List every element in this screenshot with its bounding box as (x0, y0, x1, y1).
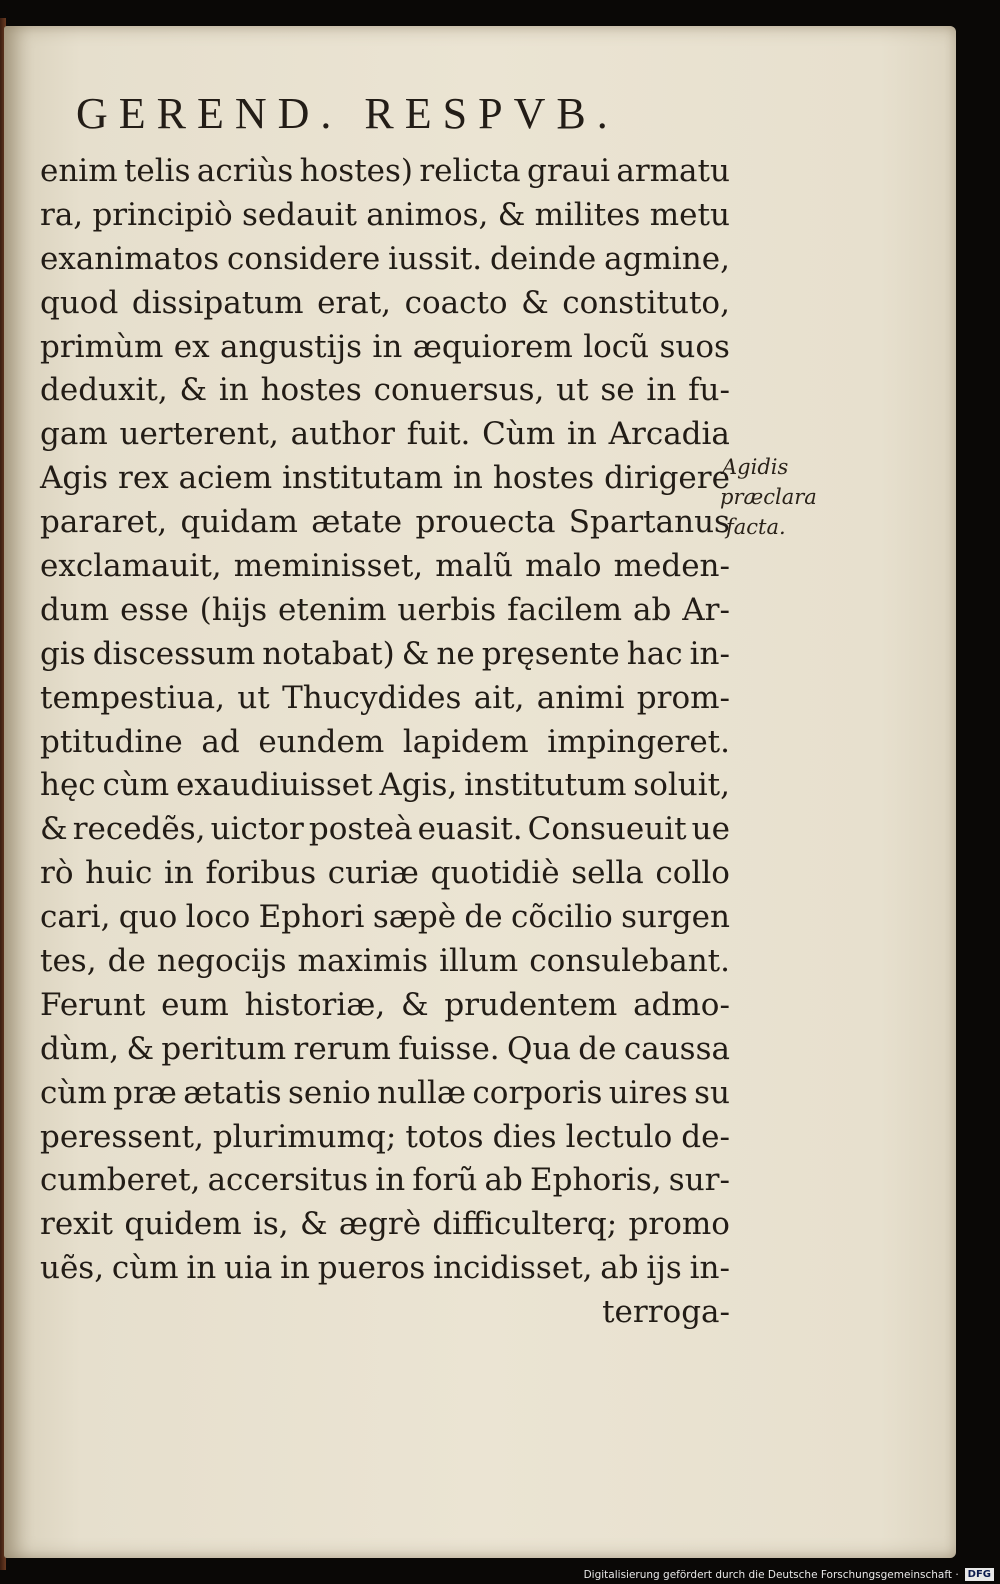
word: Ferunt (40, 986, 146, 1023)
word: ue (691, 811, 730, 848)
word: malo (525, 548, 602, 585)
word: uẽs, (40, 1250, 105, 1287)
word: ptitudine (40, 723, 183, 760)
word: in (646, 372, 677, 409)
word: exclamauit, (40, 548, 222, 585)
text-line (40, 501, 730, 545)
word: rex (118, 460, 169, 497)
word: iussit. (388, 240, 483, 277)
word: relicta (419, 153, 521, 189)
word: conuersus, (373, 372, 545, 409)
word: incidisset, (433, 1250, 593, 1287)
word: & (401, 635, 430, 672)
text-line (40, 589, 730, 633)
word: forũ (412, 1162, 478, 1199)
word: cõcilio (510, 899, 613, 936)
word: malũ (435, 548, 513, 585)
word: uia (224, 1250, 273, 1287)
text-line (40, 413, 730, 457)
word: in (280, 1250, 311, 1287)
word: recedẽs, (72, 811, 206, 848)
text-line (40, 1116, 730, 1160)
text-line (40, 940, 730, 984)
word: etenim (278, 591, 387, 628)
word: impingeret. (547, 723, 730, 760)
text-line (40, 1072, 730, 1116)
word: ab (484, 1162, 523, 1199)
word: ijs (646, 1250, 682, 1287)
text-line (40, 764, 730, 808)
word: Ephoris, (530, 1162, 662, 1199)
word: suos (659, 328, 730, 365)
word: Agis, (379, 767, 458, 804)
word: fuisse. (398, 1030, 500, 1067)
word: & (497, 196, 526, 233)
word: & (179, 372, 208, 409)
text-line (40, 852, 730, 896)
word: de (464, 899, 503, 936)
word: de (578, 1030, 617, 1067)
text-line (40, 896, 730, 940)
word: nullæ (377, 1074, 467, 1111)
marginal-note (722, 452, 852, 542)
word: considere (227, 240, 381, 277)
word: hac (626, 635, 683, 672)
word: cùm (111, 1250, 179, 1287)
word: Thucydides (282, 679, 462, 716)
word: meden- (613, 548, 730, 585)
word: erat, (317, 284, 392, 321)
word: Consueuit (527, 811, 687, 848)
word: curiæ (327, 855, 419, 892)
word: consulebant. (529, 943, 730, 980)
word: Arcadia (608, 416, 730, 453)
running-head: GEREND. RESPVB. (76, 89, 619, 138)
word: quod (40, 284, 119, 321)
text-line (40, 238, 730, 282)
text-line (40, 326, 730, 370)
text-line (40, 677, 730, 721)
word: corporis (472, 1074, 603, 1111)
word: milites (534, 196, 641, 233)
word: (hijs (199, 591, 268, 628)
word: acriùs (196, 153, 294, 189)
word: ætatis (183, 1074, 282, 1111)
word: gam (40, 416, 108, 453)
word: in (375, 1162, 406, 1199)
text-line (40, 721, 730, 765)
word: exanimatos (40, 240, 220, 277)
word: de- (681, 1118, 730, 1155)
word: difficulterq; (432, 1206, 618, 1243)
text-line (40, 545, 730, 589)
word: lapidem (402, 723, 529, 760)
word: peressent, (40, 1118, 204, 1155)
word: admo- (633, 986, 730, 1023)
word: sur- (668, 1162, 730, 1199)
word: de (107, 943, 146, 980)
text-line (40, 194, 730, 238)
text-line (40, 984, 730, 1028)
word: prouecta (415, 504, 556, 541)
word: hęc (40, 767, 96, 804)
word: negocijs (156, 943, 287, 980)
word: in (163, 855, 194, 892)
marginal-note-line: facta. (726, 515, 786, 539)
word: pręsente (481, 635, 620, 672)
text-line (40, 808, 730, 852)
word: hostes (492, 460, 595, 497)
word: caussa (623, 1030, 730, 1067)
word: plurimumq; (212, 1118, 397, 1155)
word: quidam (180, 504, 298, 541)
word: enim (40, 153, 118, 189)
word: collo (655, 855, 730, 892)
word: in (218, 372, 249, 409)
word: dies (492, 1118, 557, 1155)
word: Spartanus (568, 504, 730, 541)
word: constituto, (562, 284, 730, 321)
word: ex (173, 328, 210, 365)
word: ait, (473, 679, 525, 716)
text-line (40, 1203, 730, 1247)
word: & (299, 1206, 328, 1243)
word: in- (689, 1250, 730, 1287)
word: ætate (311, 504, 403, 541)
word: promo (628, 1206, 730, 1243)
word: aciem (178, 460, 273, 497)
catchword: terroga- (602, 1294, 730, 1331)
word: loco (185, 899, 251, 936)
word: sella (571, 855, 644, 892)
word: uictor (210, 811, 304, 848)
word: principiò (92, 196, 233, 233)
text-line (40, 150, 730, 194)
word: Qua (507, 1030, 571, 1067)
word: prom- (636, 679, 730, 716)
marginal-note-line: Agidis (722, 455, 789, 479)
word: hostes (260, 372, 362, 409)
word: cari, (40, 899, 111, 936)
word: fu- (688, 372, 730, 409)
word: illum (439, 943, 519, 980)
word: deduxit, (40, 372, 168, 409)
body-text (40, 150, 730, 1335)
word: meminisset, (233, 548, 424, 585)
word: institutam (282, 460, 444, 497)
word: maximis (297, 943, 429, 980)
word: huic (85, 855, 153, 892)
word: tes, (40, 943, 97, 980)
word: ad (201, 723, 240, 760)
word: uires (608, 1074, 688, 1111)
word: ut (556, 372, 589, 409)
text-line (40, 1247, 730, 1291)
word: ægrè (338, 1206, 422, 1243)
word: facilem (507, 591, 623, 628)
word: sæpè (372, 899, 457, 936)
marginal-note-line: præclara (720, 485, 817, 509)
word: in- (689, 635, 730, 672)
word: ut (237, 679, 270, 716)
word: cùm (102, 767, 170, 804)
word: cùm (40, 1074, 107, 1111)
word: armatu (616, 153, 730, 189)
word: æquiorem (412, 328, 573, 365)
word: primùm (40, 328, 164, 365)
word: agmine, (604, 240, 730, 277)
word: eundem (258, 723, 385, 760)
footer-credit-text: Digitalisierung gefördert durch die Deutsche Forschungsgemeinschaft · (583, 1568, 959, 1581)
word: hostes) (299, 153, 413, 189)
word: author (290, 416, 395, 453)
word: quotidiè (430, 855, 560, 892)
word: pueros (317, 1250, 426, 1287)
digitization-footer (584, 1568, 994, 1581)
text-line (40, 457, 730, 501)
word: graui (526, 153, 611, 189)
text-line (40, 282, 730, 326)
word: accersitus (207, 1162, 369, 1199)
word: in (453, 460, 483, 497)
word: angustijs (219, 328, 363, 365)
word: eum (161, 986, 229, 1023)
word: ne (436, 635, 475, 672)
word: pararet, (40, 504, 168, 541)
word: præ (113, 1074, 177, 1111)
word: ab (633, 591, 672, 628)
word: deinde (489, 240, 597, 277)
text-line (40, 1159, 730, 1203)
word: prudentem (444, 986, 618, 1023)
word: rerum (293, 1030, 391, 1067)
word: senio (287, 1074, 371, 1111)
word: exaudiuisset (176, 767, 373, 804)
word: uerterent, (119, 416, 279, 453)
word: ra, (40, 196, 84, 233)
dfg-logo: DFG (965, 1568, 994, 1581)
word: rò (40, 855, 74, 892)
word: foribus (205, 855, 317, 892)
word: & (126, 1030, 155, 1067)
word: in (186, 1250, 217, 1287)
word: in (566, 416, 597, 453)
word: discessum (92, 635, 256, 672)
word: rexit (40, 1206, 114, 1243)
word: Ar- (682, 591, 730, 628)
word: in (372, 328, 403, 365)
word: soluit, (633, 767, 730, 804)
word: coacto (404, 284, 508, 321)
word: dirigere (604, 460, 730, 497)
word: dum (40, 591, 110, 628)
text-line (40, 633, 730, 677)
word: dùm, (40, 1030, 120, 1067)
word: & (521, 284, 549, 321)
word: dissipatum (131, 284, 304, 321)
word: Cùm (482, 416, 556, 453)
word: posteà (308, 811, 413, 848)
word: telis (123, 153, 191, 189)
word: Agis (40, 460, 109, 497)
word: su (694, 1074, 730, 1111)
word: lectulo (565, 1118, 673, 1155)
word: animos, (366, 196, 489, 233)
word: se (600, 372, 635, 409)
word: peritum (161, 1030, 287, 1067)
word: gis (40, 635, 86, 672)
word: & (40, 811, 68, 848)
word: is, (252, 1206, 289, 1243)
word: & (400, 986, 429, 1023)
word: uerbis (397, 591, 497, 628)
word: euasit. (417, 811, 523, 848)
text-line (40, 369, 730, 413)
word: sedauit (242, 196, 357, 233)
word: ab (600, 1250, 639, 1287)
word: totos (405, 1118, 484, 1155)
word: notabat) (262, 635, 395, 672)
word: tempestiua, (40, 679, 225, 716)
word: surgen (621, 899, 730, 936)
word: metu (649, 196, 730, 233)
word: locũ (583, 328, 650, 365)
word: fuit. (406, 416, 471, 453)
word: institutum (464, 767, 627, 804)
word: Ephori (258, 899, 365, 936)
text-line (40, 1028, 730, 1072)
word: historiæ, (244, 986, 386, 1023)
word: quo (118, 899, 178, 936)
word: cumberet, (40, 1162, 201, 1199)
word: quidem (124, 1206, 242, 1243)
word: animi (536, 679, 625, 716)
word: esse (120, 591, 189, 628)
